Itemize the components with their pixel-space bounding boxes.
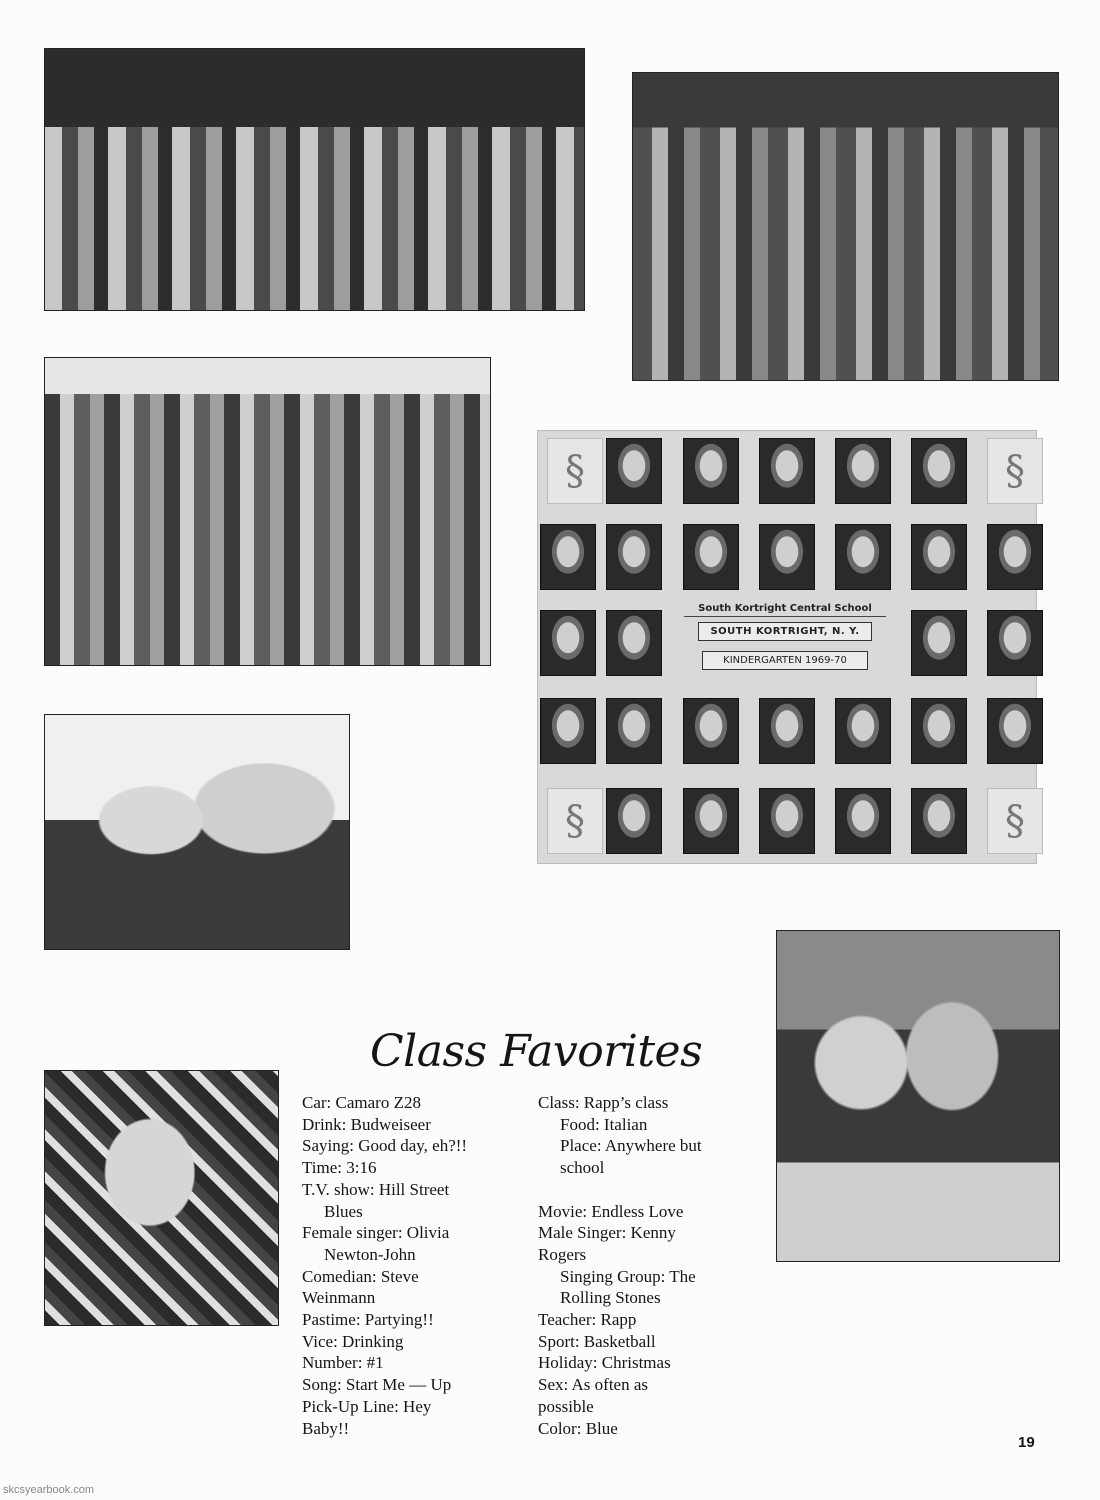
portrait xyxy=(835,788,891,854)
favorite-line: Place: Anywhere but xyxy=(560,1136,702,1156)
favorite-line: Newton-John xyxy=(324,1244,416,1264)
portrait xyxy=(540,698,596,764)
spacer xyxy=(538,1179,768,1201)
site-watermark: skcsyearbook.com xyxy=(3,1484,95,1496)
favorite-line: Comedian: Steve xyxy=(302,1266,419,1286)
class-photo-outdoor xyxy=(44,48,585,311)
portrait xyxy=(683,438,739,504)
portrait xyxy=(606,438,662,504)
grade-label: KINDERGARTEN 1969-70 xyxy=(702,651,868,670)
favorite-line: Song: Start Me — Up xyxy=(302,1375,452,1395)
portrait xyxy=(835,524,891,590)
portrait xyxy=(606,524,662,590)
corner-ornament: § xyxy=(547,788,603,854)
photo-girls-piano xyxy=(776,930,1060,1262)
corner-ornament: § xyxy=(987,788,1043,854)
favorite-line: Sex: As often as xyxy=(538,1375,649,1395)
portrait xyxy=(540,524,596,590)
portrait xyxy=(683,698,739,764)
portrait xyxy=(606,788,662,854)
favorite-line: Blues xyxy=(324,1201,363,1221)
favorite-line: school xyxy=(560,1158,605,1178)
favorite-line: Time: 3:16 xyxy=(302,1158,377,1178)
photo-girl-plaid xyxy=(44,1070,279,1326)
portrait xyxy=(540,610,596,676)
portrait xyxy=(759,788,815,854)
school-name: South Kortright Central School xyxy=(684,600,886,617)
favorite-line: Weinmann xyxy=(302,1288,376,1308)
portrait xyxy=(911,698,967,764)
favorite-line: T.V. show: Hill Street xyxy=(302,1179,450,1199)
photo-two-girls xyxy=(44,714,350,950)
portrait xyxy=(987,524,1043,590)
favorites-left-column xyxy=(302,1092,527,1439)
portrait xyxy=(911,788,967,854)
favorite-line: Movie: Endless Love xyxy=(538,1201,684,1221)
favorite-line: Rogers xyxy=(538,1244,587,1264)
portrait xyxy=(606,610,662,676)
school-plaque xyxy=(684,600,886,690)
portrait xyxy=(911,610,967,676)
portrait xyxy=(606,698,662,764)
favorite-line: Number: #1 xyxy=(302,1353,384,1373)
portrait xyxy=(683,524,739,590)
favorite-line: Sport: Basketball xyxy=(538,1331,656,1351)
favorite-line: Male Singer: Kenny xyxy=(538,1223,676,1243)
favorite-line: possible xyxy=(538,1396,594,1416)
portrait xyxy=(683,788,739,854)
favorite-line: Rolling Stones xyxy=(560,1288,661,1308)
favorite-line: Pick-Up Line: Hey xyxy=(302,1396,432,1416)
favorite-line: Female singer: Olivia xyxy=(302,1223,450,1243)
corner-ornament: § xyxy=(547,438,603,504)
class-photo-boys xyxy=(632,72,1059,381)
portrait xyxy=(835,698,891,764)
favorite-line: Drink: Budweiseer xyxy=(302,1114,431,1134)
favorite-line: Teacher: Rapp xyxy=(538,1310,637,1330)
favorite-line: Color: Blue xyxy=(538,1418,618,1438)
corner-ornament: § xyxy=(987,438,1043,504)
favorite-line: Class: Rapp’s class xyxy=(538,1093,669,1112)
portrait xyxy=(759,438,815,504)
favorite-line: Food: Italian xyxy=(560,1114,648,1134)
favorite-line: Holiday: Christmas xyxy=(538,1353,671,1373)
favorite-line: Vice: Drinking xyxy=(302,1331,404,1351)
page-number: 19 xyxy=(1018,1434,1035,1451)
portrait xyxy=(835,438,891,504)
portrait xyxy=(911,438,967,504)
portrait xyxy=(987,698,1043,764)
portrait xyxy=(759,698,815,764)
favorite-line: Pastime: Partying!! xyxy=(302,1310,434,1330)
kindergarten-composite xyxy=(537,430,1037,864)
favorites-right-column xyxy=(538,1092,768,1439)
favorite-line: Singing Group: The xyxy=(560,1266,696,1286)
favorite-line: Baby!! xyxy=(302,1418,350,1438)
favorite-line: Saying: Good day, eh?!! xyxy=(302,1136,468,1156)
portrait xyxy=(987,610,1043,676)
favorite-line: Car: Camaro Z28 xyxy=(302,1093,421,1112)
portrait xyxy=(759,524,815,590)
portrait xyxy=(911,524,967,590)
section-title: Class Favorites xyxy=(370,1026,703,1077)
school-location: SOUTH KORTRIGHT, N. Y. xyxy=(698,622,872,641)
class-photo-group xyxy=(44,357,491,666)
